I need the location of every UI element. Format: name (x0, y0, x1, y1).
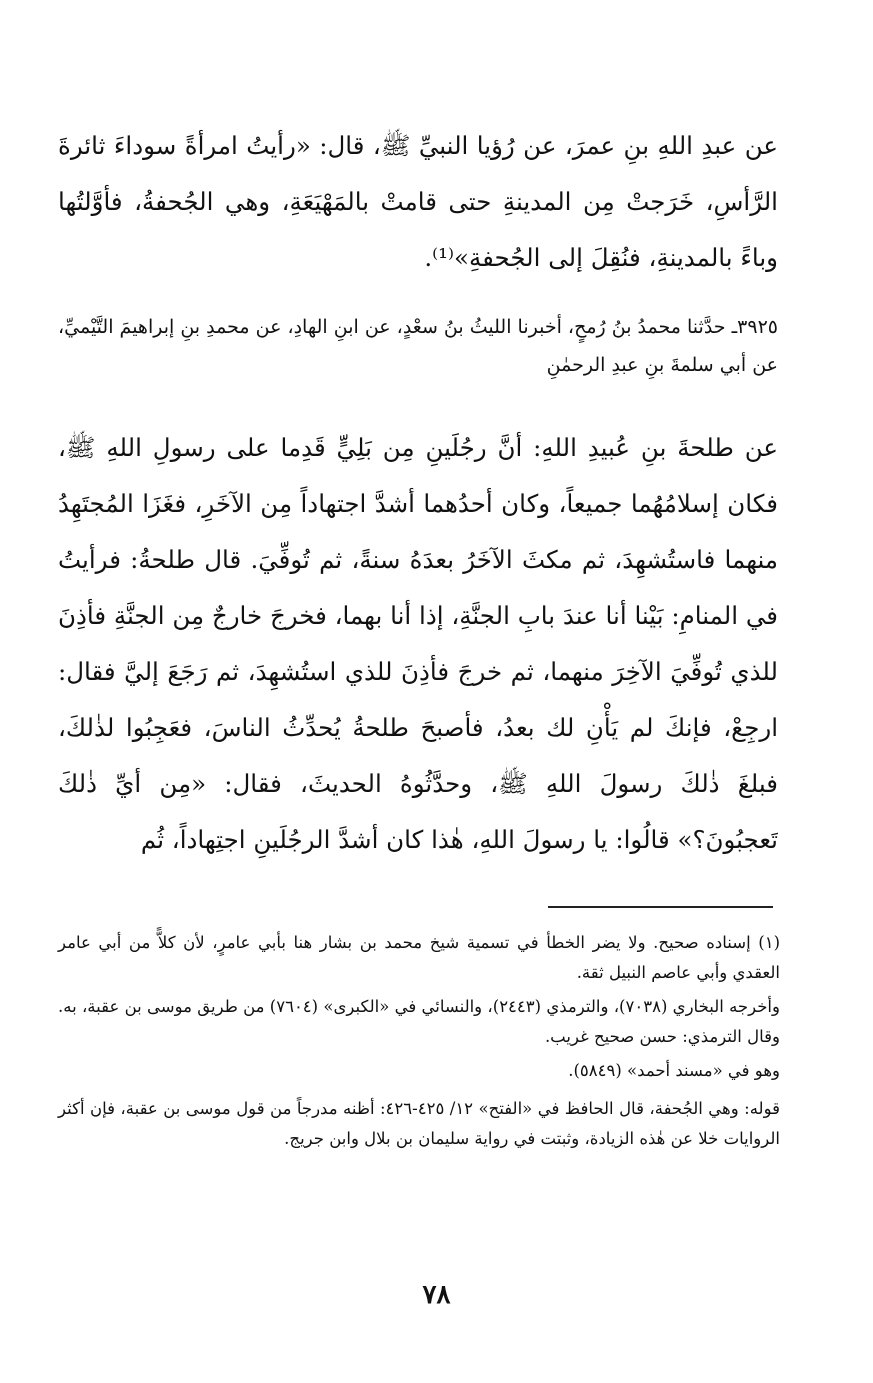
hadith-text-continuation: عن عبدِ اللهِ بنِ عمرَ، عن رُؤيا النبيِّ ﷺ، قال: «رأيتُ امرأةً سوداءَ ثائرةَ الرَّأسِ، خَرَجتْ مِن المدينةِ حتى قامتْ بالمَهْيَعَةِ، وهي الجُحفةُ، فأوَّلتُها وباءً بالمدينةِ، فنُقِلَ إلى الجُحفةِ»⁽¹⁾. (58, 131, 778, 272)
page-body (58, 118, 778, 902)
footnote-divider (548, 906, 773, 908)
footnotes (58, 928, 780, 1162)
footnote-1-paragraph: وهو في «مسند أحمد» (٥٨٤٩). (568, 1061, 780, 1080)
footnote-1-paragraph: قوله: وهي الجُحفة، قال الحافظ في «الفتح» ١٢/ ٤٢٥-٤٢٦: أظنه مدرجاً من قول موسى بن عقبة، فإن أكثر الروايات خلا عن هٰذه الزيادة، وثبتت في رواية سليمان بن بلال وابن جريج. (58, 1099, 780, 1148)
hadith-isnad: ٣٩٢٥ـ حدَّثنا محمدُ بنُ رُمحٍ، أخبرنا الليثُ بنُ سعْدٍ، عن ابنِ الهادِ، عن محمدِ بنِ إبراهيمَ التَّيْميِّ، عن أبي سلمةَ بنِ عبدِ الرحمٰنِ (58, 316, 778, 376)
hadith-matn: عن طلحةَ بنِ عُبيدِ اللهِ: أنَّ رجُلَينِ مِن بَلِيٍّ قَدِما على رسولِ اللهِ ﷺ، فكان إسلامُهُما جميعاً، وكان أحدُهما أشدَّ اجتهاداً مِن الآخَرِ، فغَزَا المُجتَهِدُ منهما فاستُشهِدَ، ثم مكثَ الآخَرُ بعدَهُ سنةً، ثم تُوفِّيَ. قال طلحةُ: فرأيتُ في المنامِ: بَيْنا أنا عندَ بابِ الجنَّةِ، إذا أنا بهما، فخرجَ خارجٌ مِن الجنَّةِ فأذِنَ للذي تُوفِّيَ الآخِرَ منهما، ثم خرجَ فأذِنَ للذي استُشهِدَ، ثم رَجَعَ إليَّ فقال: ارجِعْ، فإنكَ لم يَأْنِ لك بعدُ، فأصبحَ طلحةُ يُحدِّثُ الناسَ، فعَجِبُوا لذٰلكَ، فبلغَ ذٰلكَ رسولَ اللهِ ﷺ، وحدَّثُوهُ الحديثَ، فقال: «مِن أيِّ ذٰلكَ تَعجبُونَ؟» قالُوا: يا رسولَ اللهِ، هٰذا كان أشدَّ الرجُلَينِ اجتِهاداً، ثُم (58, 433, 778, 854)
footnote-1-paragraph: وأخرجه البخاري (٧٠٣٨)، والترمذي (٢٤٤٣)، والنسائي في «الكبرى» (٧٦٠٤) من طريق موسى بن عقبة، به. وقال الترمذي: حسن صحيح غريب. (58, 997, 780, 1046)
footnote-1-paragraph: (١) إسناده صحيح. ولا يضر الخطأ في تسمية شيخ محمد بن بشار هنا بأبي عامرٍ، لأن كلاًّ من أبي عامر العقدي وأبي عاصم النبيل ثقة. (58, 933, 780, 982)
page-number: ٧٨ (422, 1280, 451, 1310)
